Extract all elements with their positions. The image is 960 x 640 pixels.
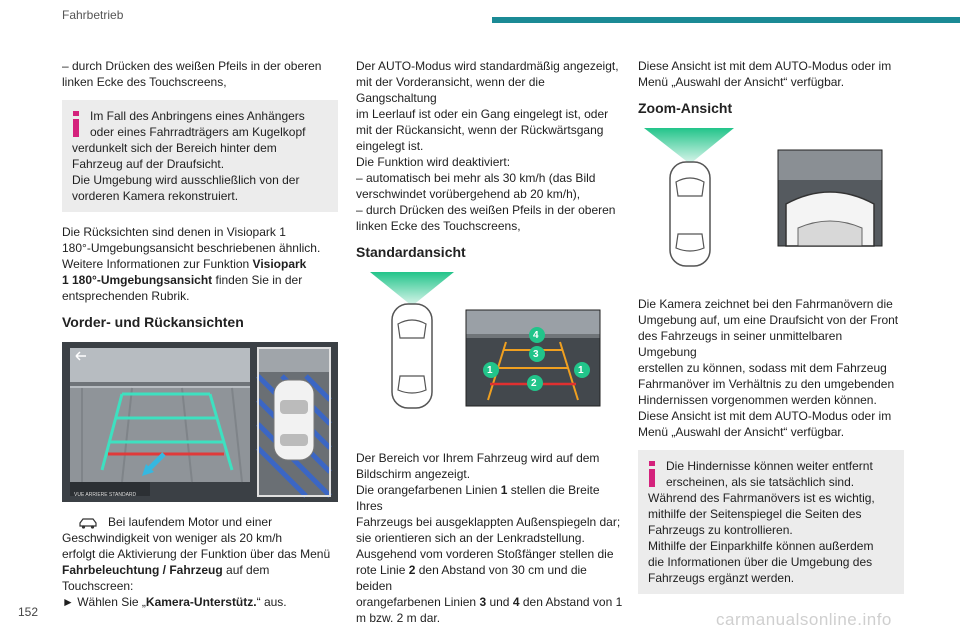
para-line: Fahrzeugs bei ausgeklappten Außenspiegeln dar;: [356, 515, 621, 529]
note-line: Im Fall des Anbringens eines Anhängers: [90, 109, 305, 123]
para-line: entsprechenden Rubrik.: [62, 289, 190, 303]
marker-label: 1: [578, 365, 584, 376]
note-line: oder eines Fahrradträgers am Kugelkopf: [90, 125, 306, 139]
para-line: eingelegt ist.: [356, 139, 424, 153]
para-line: sie orientieren sich an der Lenkradstellung.: [356, 531, 585, 545]
para-text: orangefarbenen Linien: [356, 595, 480, 609]
para-line: – durch Drücken des weißen Pfeils in der oberen: [356, 203, 616, 217]
para-line: 180°-Umgebungsansicht beschriebenen ähnlich.: [62, 241, 321, 255]
para-text: und: [486, 595, 513, 609]
para-line: Diese Ansicht ist mit dem AUTO-Modus oder im: [638, 59, 892, 73]
para-text: finden Sie in der: [212, 273, 303, 287]
note-line: Mithilfe der Einparkhilfe können außerdem: [648, 539, 874, 553]
para-line: – automatisch bei mehr als 30 km/h (das Bild: [356, 171, 596, 185]
para-line: mit der Rückansicht, wenn der Rückwärtsgang: [356, 123, 604, 137]
para-line: m bzw. 2 m dar.: [356, 611, 441, 625]
column-3: [638, 58, 904, 606]
para-line: Diese Ansicht ist mit dem AUTO-Modus oder im: [638, 409, 892, 423]
zoom-paragraph: [638, 296, 904, 440]
para-bold: 2: [408, 563, 416, 577]
note-line: Fahrzeugs zu kontrollieren.: [648, 523, 793, 537]
note-line: mithilfe der Seitenspiegel die Seiten des: [648, 507, 862, 521]
note-line: Fahrzeugs ergänzt werden.: [648, 571, 795, 585]
para-line: Geschwindigkeit von weniger als 20 km/h: [62, 531, 283, 545]
standard-view-figure: [356, 272, 624, 440]
para-line: erfolgt die Aktivierung der Funktion über das Menü: [62, 547, 331, 561]
para-text: stellen die Breite Ihres: [356, 483, 600, 513]
header-title: Fahrbetrieb: [62, 8, 124, 22]
para-line: Ausgehend vom vorderen Stoßfänger stellen die: [356, 547, 614, 561]
para-bold: 1: [500, 483, 508, 497]
para-text: “ aus.: [256, 595, 287, 609]
para-text: den Abstand von 1: [519, 595, 623, 609]
zoom-view-figure: [638, 128, 904, 284]
para-text: Weitere Informationen zur Funktion: [62, 257, 253, 271]
para-line: im Leerlauf ist oder ein Gang eingelegt ist, oder: [356, 107, 609, 121]
availability-paragraph: [638, 58, 904, 90]
para-line: Umgebung auf, um eine Draufsicht von der Front: [638, 313, 899, 327]
intro-text: – durch Drücken des weißen Pfeils in der oberen linken Ecke des Touchscreens,: [62, 59, 322, 89]
para-line: erstellen zu können, sodass mit dem Fahrzeug: [638, 361, 887, 375]
para-bold: 3: [479, 595, 487, 609]
section-heading: Standardansicht: [356, 244, 466, 260]
para-bold: 4: [512, 595, 520, 609]
para-text: rote Linie: [356, 563, 409, 577]
para-bold: Visiopark: [252, 257, 307, 271]
header-accent-bar: [492, 17, 960, 23]
para-text: Bei laufendem Motor und einer: [108, 515, 273, 529]
note-line: Fahrzeug auf der Draufsicht.: [72, 157, 225, 171]
para-line: Menü „Auswahl der Ansicht“ verfügbar.: [638, 425, 845, 439]
car-icon: [78, 516, 98, 530]
para-line: Die Rücksichten sind denen in Visiopark 1: [62, 225, 286, 239]
note-line: Während des Fahrmanövers ist es wichtig,: [648, 491, 875, 505]
para-line: Der Bereich vor Ihrem Fahrzeug wird auf dem: [356, 451, 600, 465]
auto-mode-paragraph: [356, 58, 624, 234]
marker-label: 1: [487, 365, 493, 376]
column-1: [62, 58, 338, 620]
para-bold: 1 180°-Umgebungsansicht: [62, 273, 213, 287]
para-line: des Fahrzeugs in seiner unmittelbaren Umgebung: [638, 329, 843, 359]
note-line: Die Hindernisse können weiter entfernt: [666, 459, 873, 473]
info-icon: [72, 111, 80, 137]
visiopark-paragraph: [62, 224, 338, 304]
para-line: Der AUTO-Modus wird standardmäßig angezeigt,: [356, 59, 619, 73]
note-line: Die Umgebung wird ausschließlich von der: [72, 173, 300, 187]
info-icon: [648, 461, 656, 487]
marker-label: 3: [533, 349, 539, 360]
para-line: verschwindet vorübergehend ab 20 km/h),: [356, 187, 581, 201]
para-line: Die Funktion wird deaktiviert:: [356, 155, 511, 169]
para-bold: Fahrbeleuchtung / Fahrzeug: [62, 563, 223, 577]
para-line: Touchscreen:: [62, 579, 134, 593]
para-line: mit der Vorderansicht, wenn der die Gangschaltung: [356, 75, 545, 105]
para-line: Fahrmanöver im Verhältnis zu den umgebenden: [638, 377, 895, 391]
note-line: verdunkelt sich der Bereich hinter dem: [72, 141, 277, 155]
marker-label: 2: [531, 378, 537, 389]
info-note: [62, 100, 338, 212]
para-line: Die Kamera zeichnet bei den Fahrmanövern die: [638, 297, 893, 311]
para-text: Die orangefarbenen Linien: [356, 483, 501, 497]
note-line: vorderen Kamera rekonstruiert.: [72, 189, 239, 203]
note-line: die Informationen über die Umgebung des: [648, 555, 873, 569]
para-line: Bildschirm angezeigt.: [356, 467, 471, 481]
column-2: [356, 58, 624, 636]
figure-caption: VUE ARRIERE STANDARD: [74, 492, 137, 498]
para-bold: Kamera-Unterstütz.: [145, 595, 257, 609]
section-heading: Zoom-Ansicht: [638, 100, 733, 116]
rear-view-figure: [62, 342, 338, 502]
section-heading: Vorder- und Rückansichten: [62, 314, 244, 330]
para-text: auf dem: [222, 563, 270, 577]
para-line: Hindernissen vorgenommen werden können.: [638, 393, 877, 407]
para-text: ► Wählen Sie „: [62, 595, 146, 609]
info-note: [638, 450, 904, 594]
marker-label: 4: [533, 330, 539, 341]
activation-paragraph: [62, 514, 338, 610]
para-line: Menü „Auswahl der Ansicht“ verfügbar.: [638, 75, 845, 89]
para-line: linken Ecke des Touchscreens,: [356, 219, 521, 233]
page-number: 152: [18, 605, 39, 619]
para-text: den Abstand von 30 cm und die beiden: [356, 563, 587, 593]
note-line: erscheinen, als sie tatsächlich sind.: [666, 475, 855, 489]
watermark: carmanualsonline.info: [716, 610, 892, 629]
standard-view-paragraph: [356, 450, 624, 626]
